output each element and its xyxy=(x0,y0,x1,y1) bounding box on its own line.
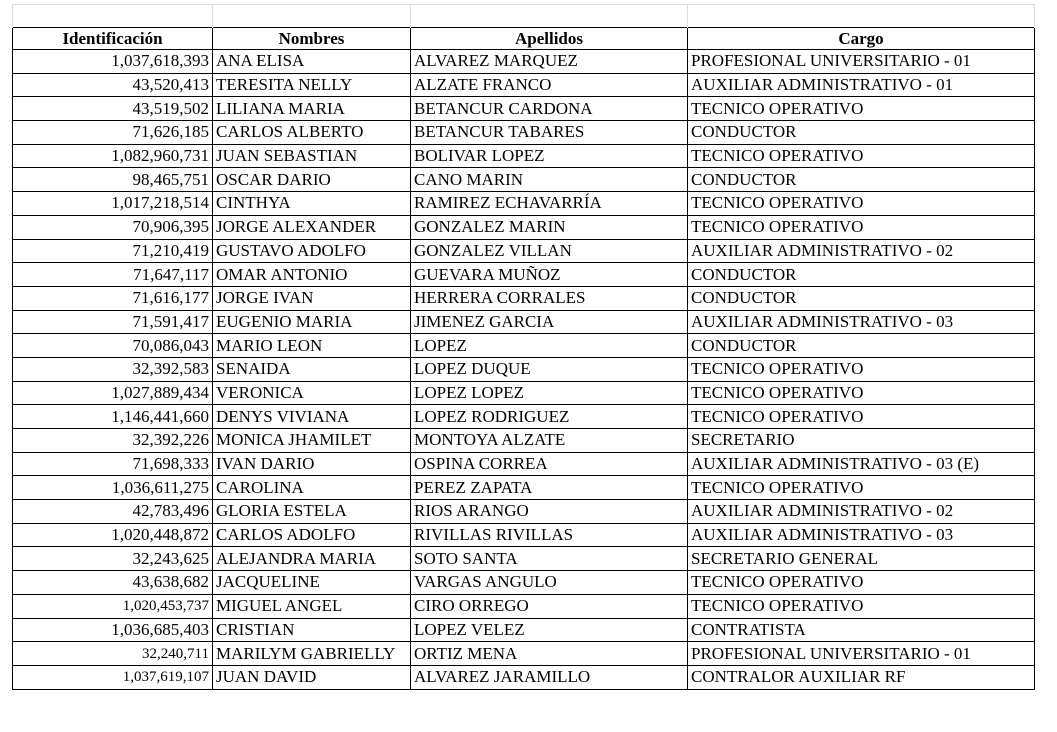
table-row xyxy=(13,144,1035,168)
table-row xyxy=(13,334,1035,358)
nombres-cell[interactable]: TERESITA NELLY xyxy=(213,73,411,97)
cargo-cell[interactable]: TECNICO OPERATIVO xyxy=(688,357,1035,381)
employee-table xyxy=(12,4,1035,690)
apellidos-cell[interactable]: CIRO ORREGO xyxy=(411,594,688,618)
cargo-cell[interactable]: CONTRATISTA xyxy=(688,618,1035,642)
nombres-cell[interactable]: JORGE IVAN xyxy=(213,286,411,310)
id-cell[interactable]: 70,086,043 xyxy=(13,334,213,358)
id-cell[interactable]: 43,638,682 xyxy=(13,571,213,595)
id-cell[interactable]: 32,392,583 xyxy=(13,357,213,381)
header-identificacion[interactable]: Identificación xyxy=(13,28,213,50)
apellidos-cell[interactable]: SOTO SANTA xyxy=(411,547,688,571)
cargo-cell[interactable]: TECNICO OPERATIVO xyxy=(688,476,1035,500)
cargo-cell[interactable]: CONDUCTOR xyxy=(688,286,1035,310)
cargo-cell[interactable]: SECRETARIO xyxy=(688,429,1035,453)
id-cell[interactable]: 1,017,218,514 xyxy=(13,192,213,216)
cargo-cell[interactable]: TECNICO OPERATIVO xyxy=(688,192,1035,216)
nombres-cell[interactable]: ALEJANDRA MARIA xyxy=(213,547,411,571)
nombres-cell[interactable]: MIGUEL ANGEL xyxy=(213,594,411,618)
table-row xyxy=(13,310,1035,334)
id-cell[interactable]: 1,037,618,393 xyxy=(13,50,213,74)
id-cell[interactable]: 1,146,441,660 xyxy=(13,405,213,429)
table-row xyxy=(13,642,1035,666)
table-row xyxy=(13,429,1035,453)
header-row xyxy=(13,28,1035,50)
id-cell[interactable]: 1,082,960,731 xyxy=(13,144,213,168)
id-cell[interactable]: 98,465,751 xyxy=(13,168,213,192)
id-cell[interactable]: 1,036,685,403 xyxy=(13,618,213,642)
apellidos-cell[interactable]: VARGAS ANGULO xyxy=(411,571,688,595)
nombres-cell[interactable]: JUAN SEBASTIAN xyxy=(213,144,411,168)
cargo-cell[interactable]: TECNICO OPERATIVO xyxy=(688,405,1035,429)
nombres-cell[interactable]: CRISTIAN xyxy=(213,618,411,642)
id-cell[interactable]: 1,027,889,434 xyxy=(13,381,213,405)
id-cell[interactable]: 71,210,419 xyxy=(13,239,213,263)
nombres-cell[interactable]: JACQUELINE xyxy=(213,571,411,595)
nombres-cell[interactable]: OSCAR DARIO xyxy=(213,168,411,192)
nombres-cell[interactable]: LILIANA MARIA xyxy=(213,97,411,121)
table-row xyxy=(13,215,1035,239)
table-row xyxy=(13,239,1035,263)
table-row xyxy=(13,286,1035,310)
cargo-cell[interactable]: CONDUCTOR xyxy=(688,263,1035,287)
cargo-cell[interactable]: CONTRALOR AUXILIAR RF xyxy=(688,665,1035,689)
blank-row xyxy=(13,5,1035,28)
cell[interactable] xyxy=(688,5,1035,28)
table-row xyxy=(13,357,1035,381)
cell[interactable] xyxy=(411,5,688,28)
apellidos-cell[interactable]: ALZATE FRANCO xyxy=(411,73,688,97)
cargo-cell[interactable]: PROFESIONAL UNIVERSITARIO - 01 xyxy=(688,50,1035,74)
id-cell[interactable]: 43,520,413 xyxy=(13,73,213,97)
table-row xyxy=(13,73,1035,97)
cargo-cell[interactable]: AUXILIAR ADMINISTRATIVO - 02 xyxy=(688,239,1035,263)
apellidos-cell[interactable]: MONTOYA ALZATE xyxy=(411,429,688,453)
table-row xyxy=(13,405,1035,429)
nombres-cell[interactable]: MONICA JHAMILET xyxy=(213,429,411,453)
table-row xyxy=(13,594,1035,618)
apellidos-cell[interactable]: ALVAREZ JARAMILLO xyxy=(411,665,688,689)
id-cell[interactable]: 71,591,417 xyxy=(13,310,213,334)
apellidos-cell[interactable]: GUEVARA MUÑOZ xyxy=(411,263,688,287)
apellidos-cell[interactable]: ORTIZ MENA xyxy=(411,642,688,666)
apellidos-cell[interactable]: LOPEZ DUQUE xyxy=(411,357,688,381)
apellidos-cell[interactable]: RIVILLAS RIVILLAS xyxy=(411,523,688,547)
cargo-cell[interactable]: TECNICO OPERATIVO xyxy=(688,594,1035,618)
table-row xyxy=(13,500,1035,524)
cargo-cell[interactable]: AUXILIAR ADMINISTRATIVO - 03 xyxy=(688,523,1035,547)
cell[interactable] xyxy=(213,5,411,28)
apellidos-cell[interactable]: PEREZ ZAPATA xyxy=(411,476,688,500)
cargo-cell[interactable]: AUXILIAR ADMINISTRATIVO - 03 xyxy=(688,310,1035,334)
table-row xyxy=(13,571,1035,595)
apellidos-cell[interactable]: BETANCUR TABARES xyxy=(411,121,688,145)
cargo-cell[interactable]: PROFESIONAL UNIVERSITARIO - 01 xyxy=(688,642,1035,666)
table-row xyxy=(13,523,1035,547)
nombres-cell[interactable]: ANA ELISA xyxy=(213,50,411,74)
cargo-cell[interactable]: TECNICO OPERATIVO xyxy=(688,144,1035,168)
apellidos-cell[interactable]: GONZALEZ MARIN xyxy=(411,215,688,239)
header-cargo[interactable]: Cargo xyxy=(688,28,1035,50)
cargo-cell[interactable]: AUXILIAR ADMINISTRATIVO - 01 xyxy=(688,73,1035,97)
apellidos-cell[interactable]: JIMENEZ GARCIA xyxy=(411,310,688,334)
nombres-cell[interactable]: OMAR ANTONIO xyxy=(213,263,411,287)
cargo-cell[interactable]: CONDUCTOR xyxy=(688,168,1035,192)
cargo-cell[interactable]: SECRETARIO GENERAL xyxy=(688,547,1035,571)
apellidos-cell[interactable]: LOPEZ LOPEZ xyxy=(411,381,688,405)
cargo-cell[interactable]: TECNICO OPERATIVO xyxy=(688,571,1035,595)
nombres-cell[interactable]: CARLOS ALBERTO xyxy=(213,121,411,145)
apellidos-cell[interactable]: OSPINA CORREA xyxy=(411,452,688,476)
id-cell[interactable]: 71,626,185 xyxy=(13,121,213,145)
cargo-cell[interactable]: AUXILIAR ADMINISTRATIVO - 03 (E) xyxy=(688,452,1035,476)
table-row xyxy=(13,476,1035,500)
apellidos-cell[interactable]: RAMIREZ ECHAVARRÍA xyxy=(411,192,688,216)
apellidos-cell[interactable]: LOPEZ VELEZ xyxy=(411,618,688,642)
nombres-cell[interactable]: VERONICA xyxy=(213,381,411,405)
nombres-cell[interactable]: GUSTAVO ADOLFO xyxy=(213,239,411,263)
table-row xyxy=(13,168,1035,192)
table-row xyxy=(13,618,1035,642)
cell[interactable] xyxy=(13,5,213,28)
nombres-cell[interactable]: EUGENIO MARIA xyxy=(213,310,411,334)
apellidos-cell[interactable]: HERRERA CORRALES xyxy=(411,286,688,310)
id-cell[interactable]: 43,519,502 xyxy=(13,97,213,121)
apellidos-cell[interactable]: LOPEZ xyxy=(411,334,688,358)
apellidos-cell[interactable]: CANO MARIN xyxy=(411,168,688,192)
table-row xyxy=(13,97,1035,121)
id-cell[interactable]: 32,240,711 xyxy=(13,642,213,666)
nombres-cell[interactable]: MARILYM GABRIELLY xyxy=(213,642,411,666)
table-row xyxy=(13,547,1035,571)
cargo-cell[interactable]: AUXILIAR ADMINISTRATIVO - 02 xyxy=(688,500,1035,524)
table-row xyxy=(13,381,1035,405)
nombres-cell[interactable]: CARLOS ADOLFO xyxy=(213,523,411,547)
nombres-cell[interactable]: JORGE ALEXANDER xyxy=(213,215,411,239)
id-cell[interactable]: 71,698,333 xyxy=(13,452,213,476)
nombres-cell[interactable]: CAROLINA xyxy=(213,476,411,500)
id-cell[interactable]: 71,647,117 xyxy=(13,263,213,287)
nombres-cell[interactable]: SENAIDA xyxy=(213,357,411,381)
cargo-cell[interactable]: CONDUCTOR xyxy=(688,121,1035,145)
table-row xyxy=(13,452,1035,476)
table-row xyxy=(13,50,1035,74)
id-cell[interactable]: 32,243,625 xyxy=(13,547,213,571)
apellidos-cell[interactable]: BETANCUR CARDONA xyxy=(411,97,688,121)
apellidos-cell[interactable]: GONZALEZ VILLAN xyxy=(411,239,688,263)
nombres-cell[interactable]: JUAN DAVID xyxy=(213,665,411,689)
id-cell[interactable]: 32,392,226 xyxy=(13,429,213,453)
apellidos-cell[interactable]: BOLIVAR LOPEZ xyxy=(411,144,688,168)
cargo-cell[interactable]: TECNICO OPERATIVO xyxy=(688,215,1035,239)
nombres-cell[interactable]: GLORIA ESTELA xyxy=(213,500,411,524)
nombres-cell[interactable]: MARIO LEON xyxy=(213,334,411,358)
apellidos-cell[interactable]: LOPEZ RODRIGUEZ xyxy=(411,405,688,429)
header-nombres[interactable]: Nombres xyxy=(213,28,411,50)
table-row xyxy=(13,121,1035,145)
id-cell[interactable]: 1,036,611,275 xyxy=(13,476,213,500)
apellidos-cell[interactable]: RIOS ARANGO xyxy=(411,500,688,524)
id-cell[interactable]: 1,037,619,107 xyxy=(13,665,213,689)
header-apellidos[interactable]: Apellidos xyxy=(411,28,688,50)
id-cell[interactable]: 42,783,496 xyxy=(13,500,213,524)
id-cell[interactable]: 70,906,395 xyxy=(13,215,213,239)
cargo-cell[interactable]: CONDUCTOR xyxy=(688,334,1035,358)
table-row xyxy=(13,263,1035,287)
id-cell[interactable]: 1,020,453,737 xyxy=(13,594,213,618)
nombres-cell[interactable]: DENYS VIVIANA xyxy=(213,405,411,429)
apellidos-cell[interactable]: ALVAREZ MARQUEZ xyxy=(411,50,688,74)
cargo-cell[interactable]: TECNICO OPERATIVO xyxy=(688,97,1035,121)
table-row xyxy=(13,665,1035,689)
cargo-cell[interactable]: TECNICO OPERATIVO xyxy=(688,381,1035,405)
table-row xyxy=(13,192,1035,216)
id-cell[interactable]: 1,020,448,872 xyxy=(13,523,213,547)
nombres-cell[interactable]: CINTHYA xyxy=(213,192,411,216)
nombres-cell[interactable]: IVAN DARIO xyxy=(213,452,411,476)
id-cell[interactable]: 71,616,177 xyxy=(13,286,213,310)
